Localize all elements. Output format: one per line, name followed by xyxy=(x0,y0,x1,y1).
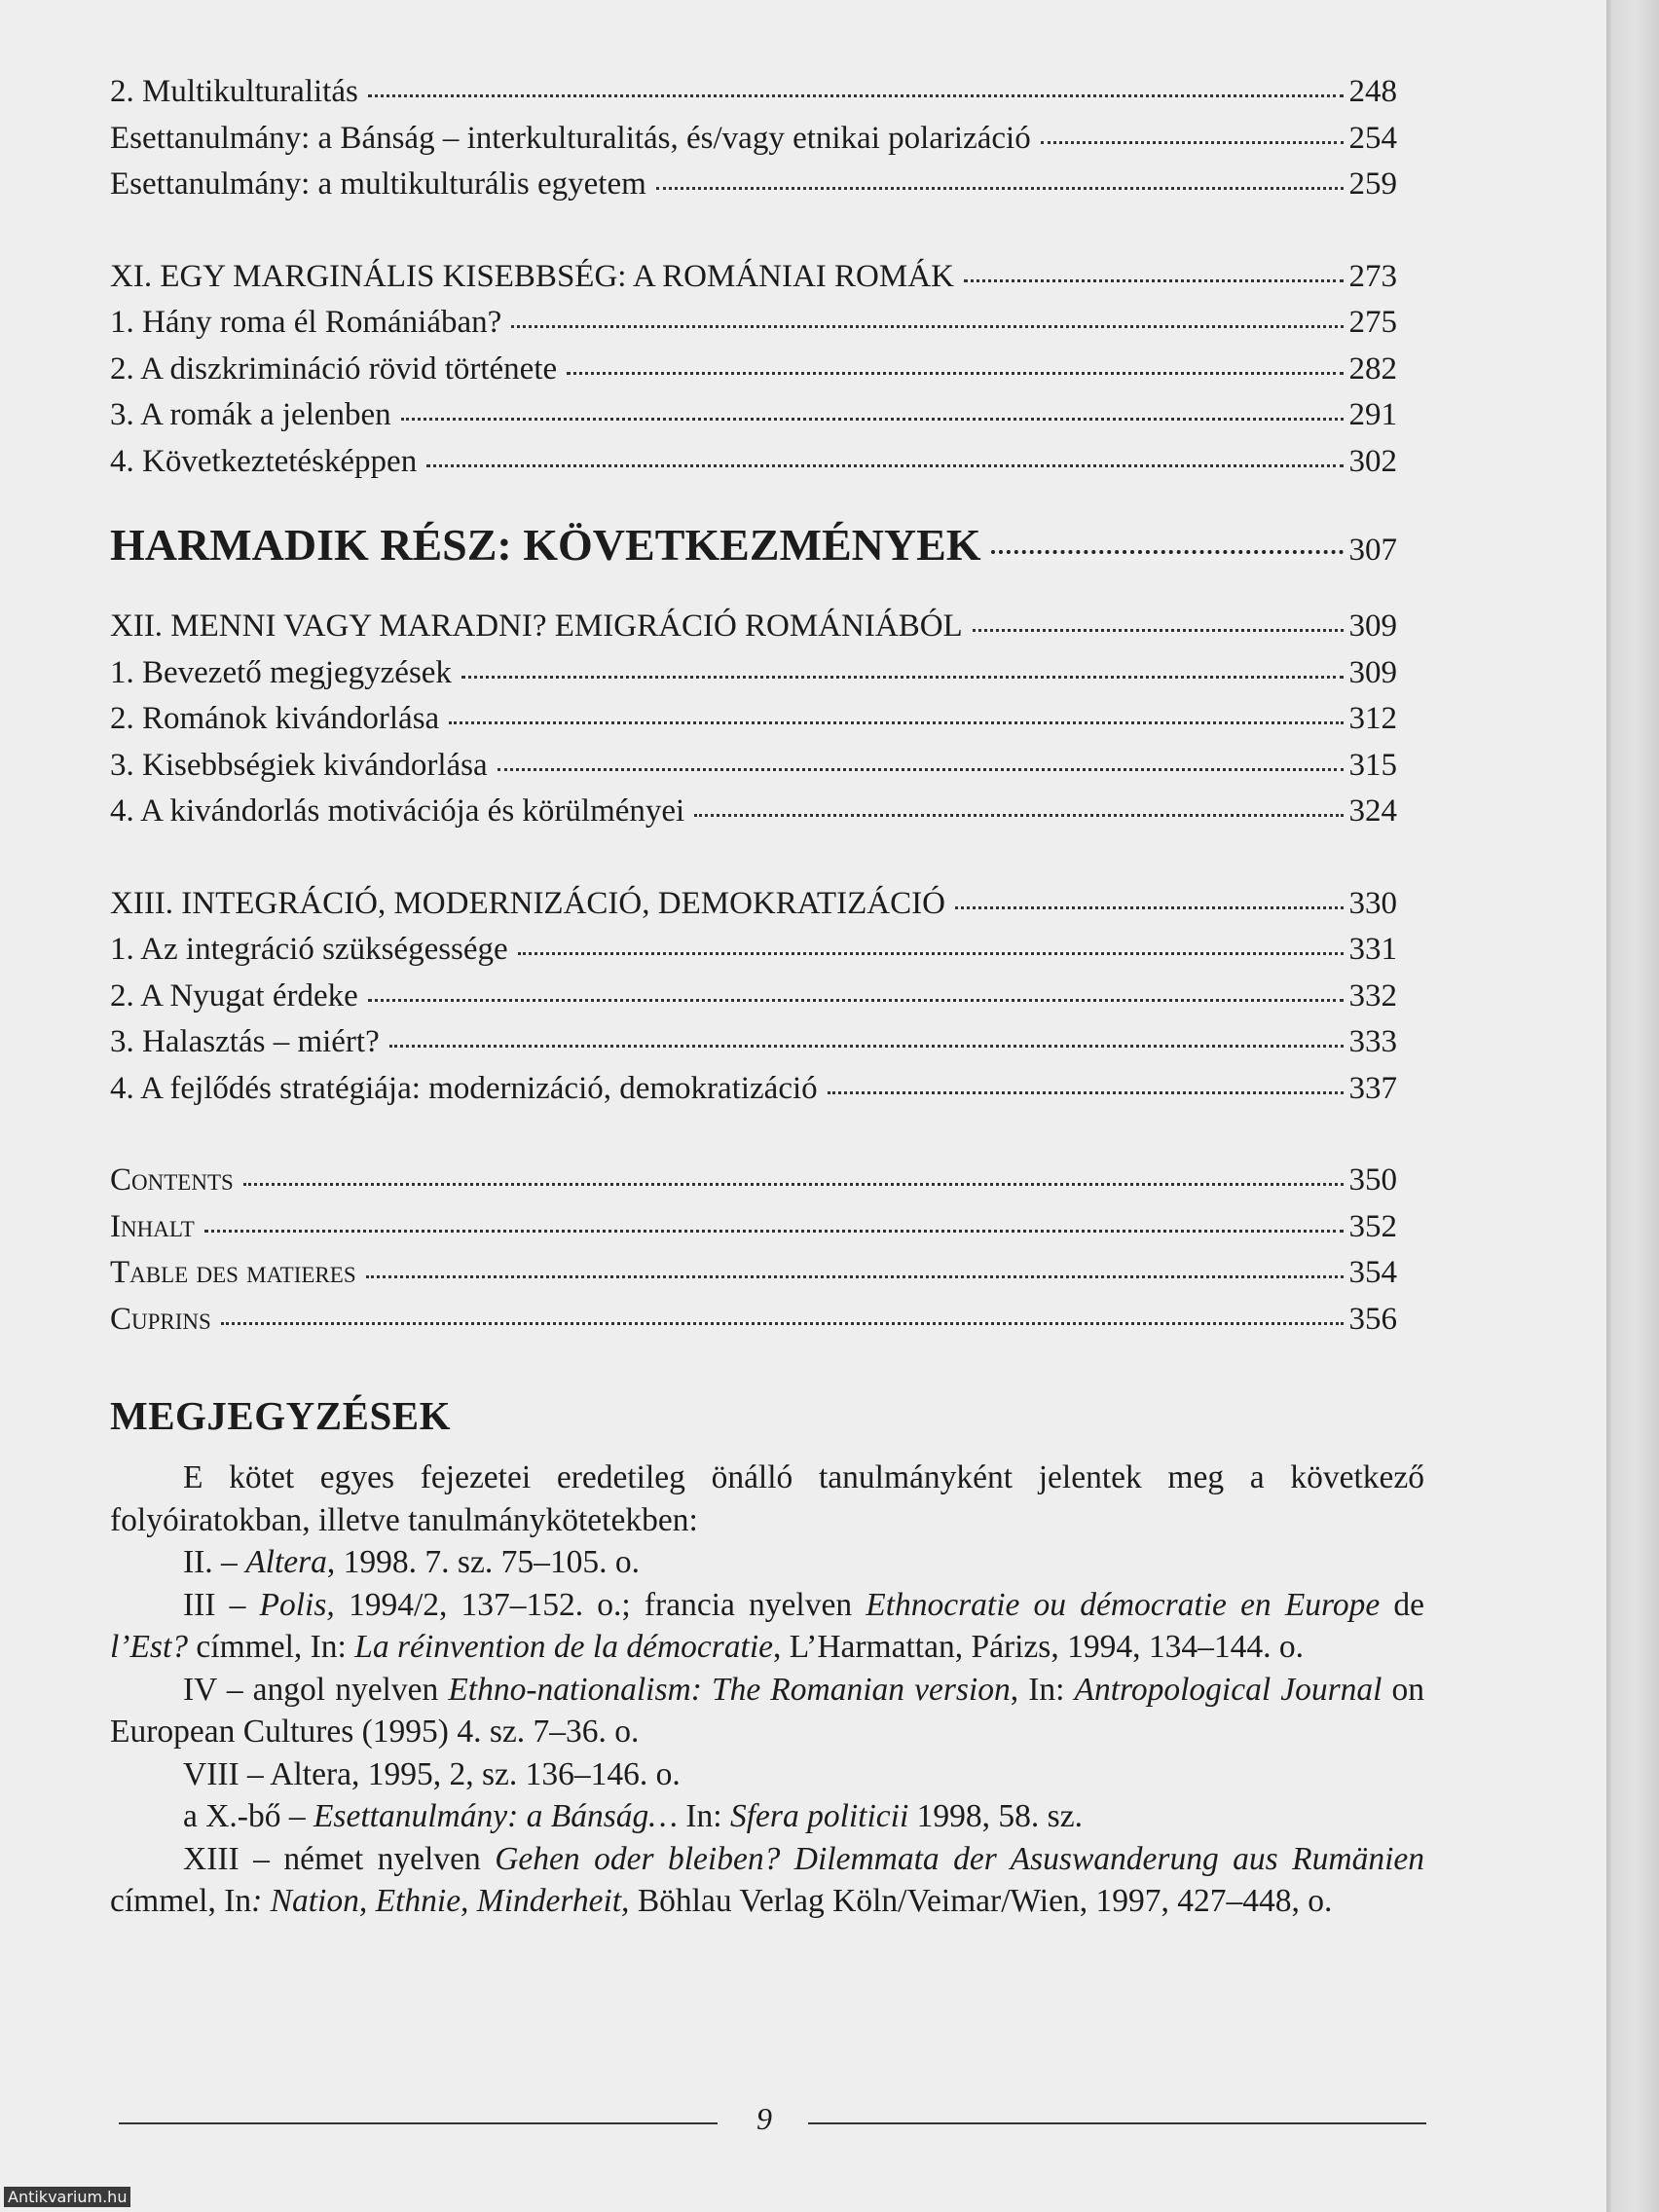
leader-dots xyxy=(368,94,1344,97)
notes-body xyxy=(110,1456,1424,1923)
toc-entry: 2. A diszkrimináció rövid története 282 xyxy=(110,350,1397,387)
leader-dots xyxy=(656,187,1344,190)
toc-chapter: XIII. INTEGRÁCIÓ, MODERNIZÁCIÓ, DEMOKRATIZÁCIÓ 330 xyxy=(110,885,1397,921)
note-item: II. – Altera, 1998. 7. sz. 75–105. o. xyxy=(183,1544,640,1580)
toc-entry: 1. Bevezető megjegyzések 309 xyxy=(110,654,1397,690)
toc-entry: 3. Kisebbségiek kivándorlása 315 xyxy=(110,747,1397,783)
notes-heading: MEGJEGYZÉSEK xyxy=(110,1393,452,1438)
leader-dots xyxy=(511,325,1343,328)
leader-dots xyxy=(401,418,1344,421)
page-number: 9 xyxy=(756,2101,772,2136)
toc-part-heading: HARMADIK RÉSZ: KÖVETKEZMÉNYEK 307 xyxy=(110,520,1397,570)
leader-dots xyxy=(973,629,1344,632)
toc-entry: Contents 350 xyxy=(110,1162,1397,1198)
toc-entry: 1. Hány roma él Romániában? 275 xyxy=(110,305,1397,340)
leader-dots xyxy=(204,1230,1344,1233)
toc-entry: 4. A kivándorlás motivációja és körülményei 324 xyxy=(110,793,1397,829)
leader-dots xyxy=(567,372,1343,375)
toc-chapter: XII. MENNI VAGY MARADNI? EMIGRÁCIÓ ROMÁNIÁBÓL 309 xyxy=(110,608,1397,644)
leader-dots xyxy=(221,1322,1344,1325)
note-item: IV – angol nyelven Ethno-nationalism: The Romanian version, In: Antropological Journal on European Cultures (1995) 4. sz. 7–36. o. xyxy=(110,1671,1425,1750)
toc-entry: 4. A fejlődés stratégiája: modernizáció, demokratizáció 337 xyxy=(110,1070,1397,1106)
note-item: III – Polis, 1994/2, 137–152. o.; francia nyelven Ethnocratie ou démocratie en Europe de l’Est? címmel, In: La réinvention de la démocratie, L’Harmattan, Párizs, 1994, 134–144. o. xyxy=(110,1586,1424,1665)
leader-dots xyxy=(461,676,1344,679)
toc-entry: 2. Románok kivándorlása 312 xyxy=(110,701,1397,736)
footer-rule-left xyxy=(119,2122,718,2124)
leader-dots xyxy=(449,721,1343,724)
toc-entry: Esettanulmány: a multikulturális egyetem 259 xyxy=(110,166,1397,202)
toc-group-4 xyxy=(110,885,1397,1120)
toc-group-3 xyxy=(110,610,1397,842)
leader-dots xyxy=(991,550,1344,554)
footer-rule-right xyxy=(808,2122,1426,2124)
leader-dots xyxy=(955,906,1344,909)
toc-entry: Esettanulmány: a Bánság – interkulturalitás, és/vagy etnikai polarizáció 254 xyxy=(110,120,1397,156)
leader-dots xyxy=(694,814,1343,817)
leader-dots xyxy=(964,279,1344,282)
toc-entry: Table des matieres 354 xyxy=(110,1255,1397,1290)
note-item: a X.-bő – Esettanulmány: a Bánság… In: Sfera politicii 1998, 58. sz. xyxy=(183,1798,1083,1834)
leader-dots xyxy=(368,999,1344,1002)
leader-dots xyxy=(389,1045,1344,1048)
note-item: XIII – német nyelven Gehen oder bleiben? Dilemmata der Asuswanderung aus Rumänien címmel, In: Nation, Ethnie, Minderheit, Böhlau Verlag Köln/Veimar/Wien, 1997, 427–448, o. xyxy=(110,1840,1425,1919)
leader-dots xyxy=(243,1183,1344,1186)
leader-dots xyxy=(828,1091,1344,1094)
toc-group-2 xyxy=(110,258,1397,493)
note-item: VIII – Altera, 1995, 2, sz. 136–146. o. xyxy=(183,1755,681,1792)
page-edge-shadow xyxy=(1606,0,1659,2212)
notes-intro: E kötet egyes fejezetei eredetileg önálló tanulmányként jelentek meg a következő folyóiratokban, illetve tanulmánykötetekben: xyxy=(110,1459,1424,1538)
toc-entry: 4. Következtetésképpen 302 xyxy=(110,443,1397,479)
leader-dots xyxy=(426,464,1343,467)
leader-dots xyxy=(366,1275,1344,1278)
toc-entry: 1. Az integráció szükségessége 331 xyxy=(110,932,1397,967)
leader-dots xyxy=(518,952,1344,955)
toc-entry: Cuprins 356 xyxy=(110,1301,1397,1337)
page-content xyxy=(110,74,1425,1923)
toc-entry: Inhalt 352 xyxy=(110,1208,1397,1244)
leader-dots xyxy=(1041,141,1344,144)
toc-group-1 xyxy=(110,76,1397,215)
toc-group-5 xyxy=(110,1164,1397,1349)
toc-entry: 3. A romák a jelenben 291 xyxy=(110,397,1397,432)
toc-entry: 2. Multikulturalitás 248 xyxy=(110,74,1397,109)
toc-entry: 3. Halasztás – miért? 333 xyxy=(110,1024,1397,1059)
toc-chapter: XI. EGY MARGINÁLIS KISEBBSÉG: A ROMÁNIAI ROMÁK 273 xyxy=(110,258,1397,294)
leader-dots xyxy=(498,768,1344,771)
watermark: Antikvarium.hu xyxy=(4,2187,130,2207)
toc-entry: 2. A Nyugat érdeke 332 xyxy=(110,977,1397,1014)
